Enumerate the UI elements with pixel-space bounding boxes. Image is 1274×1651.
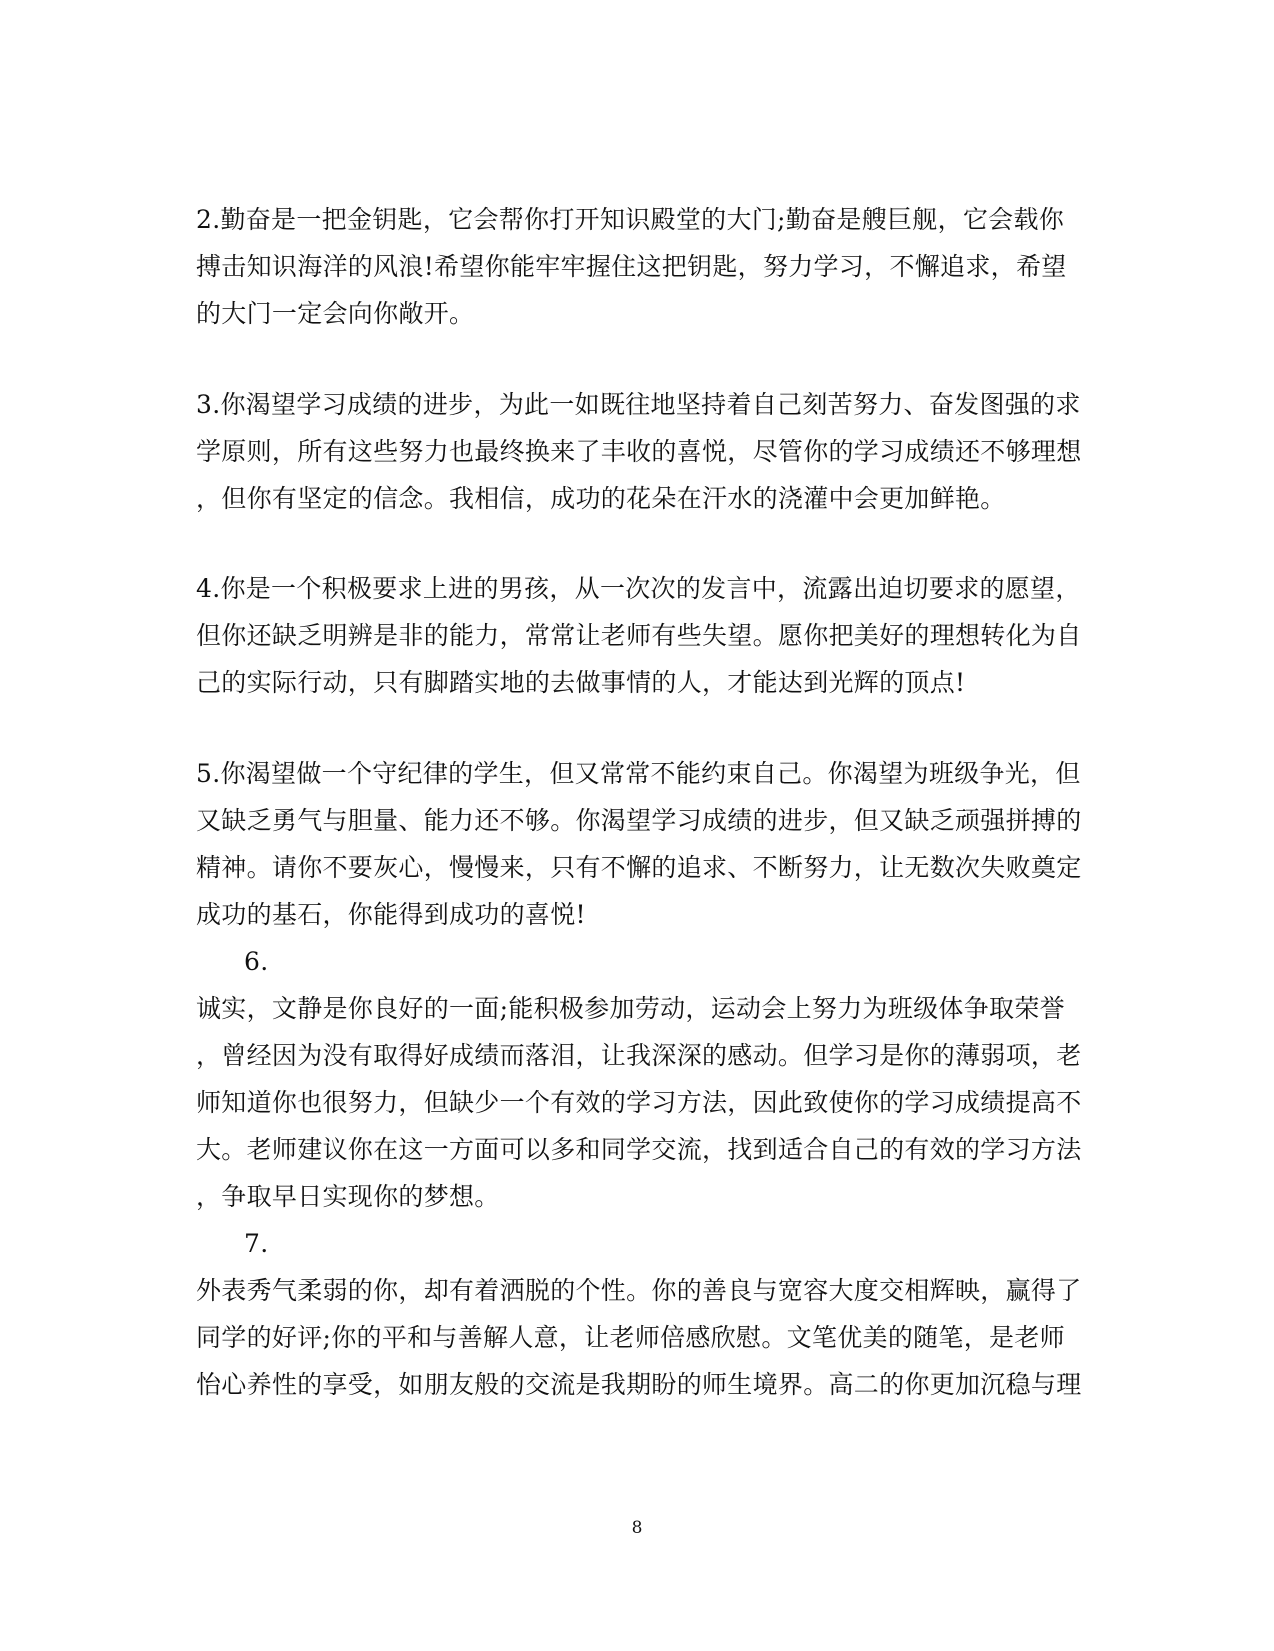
text-line: 外表秀气柔弱的你，却有着洒脱的个性。你的善良与宽容大度交相辉映，赢得了 [196,1276,1082,1305]
text-line: 但你还缺乏明辨是非的能力，常常让老师有些失望。愿你把美好的理想转化为自 [196,621,1082,650]
text-line: ，曾经因为没有取得好成绩而落泪，让我深深的感动。但学习是你的薄弱项，老 [196,1041,1082,1070]
text-line: 成功的基石，你能得到成功的喜悦! [196,900,586,929]
text-line: 2.勤奋是一把金钥匙，它会帮你打开知识殿堂的大门;勤奋是艘巨舰，它会载你 [196,205,1065,234]
section-number: 6. [244,947,269,976]
page-number: 8 [631,1518,643,1538]
text-line: 师知道你也很努力，但缺少一个有效的学习方法，因此致使你的学习成绩提高不 [196,1088,1082,1117]
section-number: 7. [244,1229,269,1258]
text-line: ，但你有坚定的信念。我相信，成功的花朵在汗水的浇灌中会更加鲜艳。 [196,484,1006,513]
text-line: 怡心养性的享受，如朋友般的交流是我期盼的师生境界。高二的你更加沉稳与理 [196,1370,1082,1399]
text-line: 学原则，所有这些努力也最终换来了丰收的喜悦，尽管你的学习成绩还不够理想 [196,437,1082,466]
text-line: 4.你是一个积极要求上进的男孩，从一次次的发言中，流露出迫切要求的愿望， [196,574,1081,603]
text-line: 5.你渴望做一个守纪律的学生，但又常常不能约束自己。你渴望为班级争光，但 [196,759,1081,788]
text-line: 又缺乏勇气与胆量、能力还不够。你渴望学习成绩的进步，但又缺乏顽强拼搏的 [196,806,1082,835]
text-line: 诚实，文静是你良好的一面;能积极参加劳动，运动会上努力为班级体争取荣誉 [196,994,1065,1023]
text-line: 的大门一定会向你敞开。 [196,299,475,328]
text-line: 同学的好评;你的平和与善解人意，让老师倍感欣慰。文笔优美的随笔，是老师 [196,1323,1065,1352]
text-line: 大。老师建议你在这一方面可以多和同学交流，找到适合自己的有效的学习方法 [196,1135,1082,1164]
text-line: 精神。请你不要灰心，慢慢来，只有不懈的追求、不断努力，让无数次失败奠定 [196,853,1082,882]
text-line: 己的实际行动，只有脚踏实地的去做事情的人，才能达到光辉的顶点! [196,668,966,697]
text-line: 搏击知识海洋的风浪!希望你能牢牢握住这把钥匙，努力学习，不懈追求，希望 [196,252,1067,281]
text-line: 3.你渴望学习成绩的进步，为此一如既往地坚持着自己刻苦努力、奋发图强的求 [196,390,1081,419]
text-line: ，争取早日实现你的梦想。 [196,1182,500,1211]
